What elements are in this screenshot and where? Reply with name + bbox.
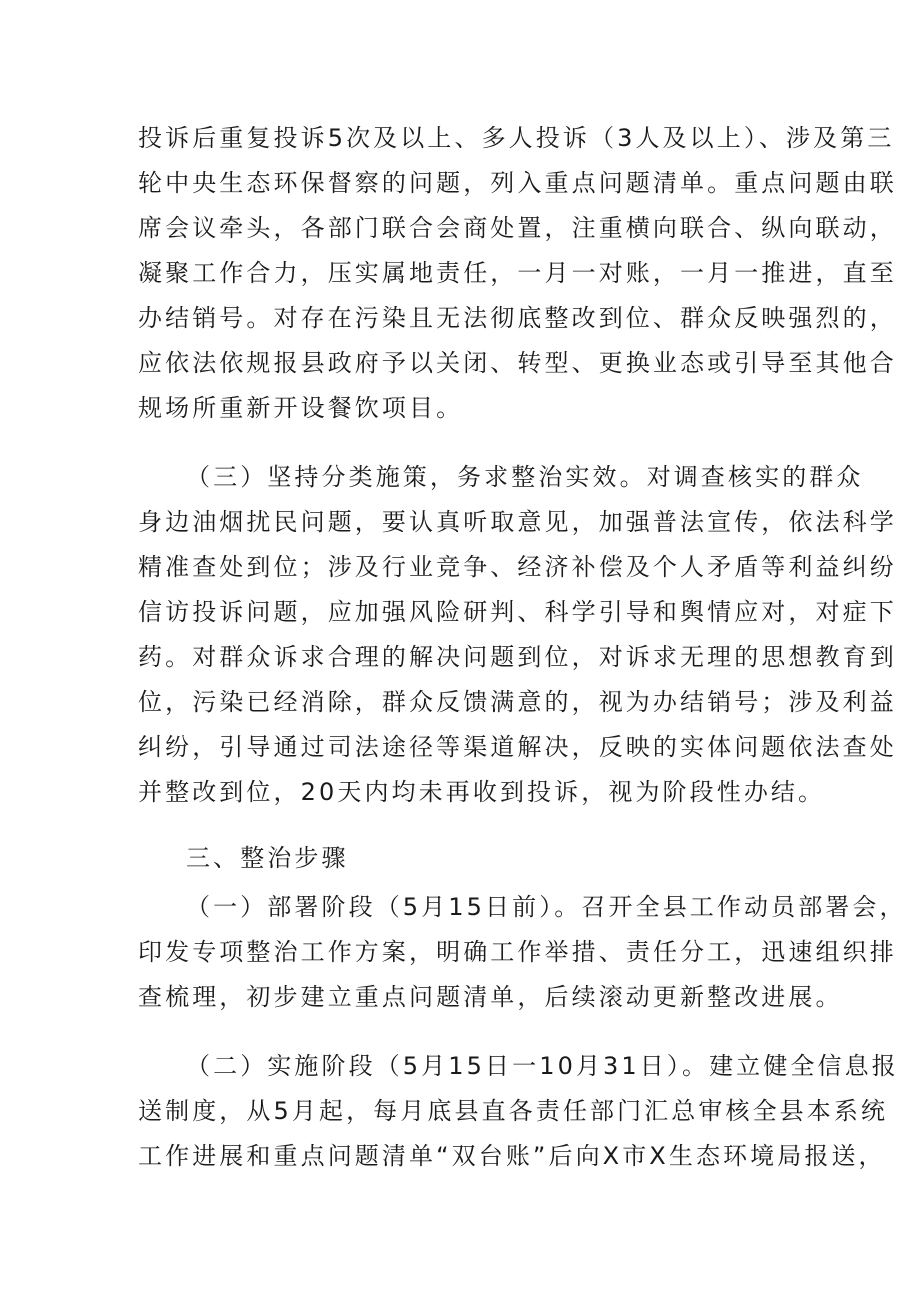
- text-line: 应依法依规报县政府予以关闭、转型、更换业态或引导至其他合: [138, 349, 897, 377]
- text-line: 凝聚工作合力，压实属地责任，一月一对账，一月一推进，直至: [138, 259, 897, 287]
- text-line: 信访投诉问题，应加强风险研判、科学引导和舆情应对，对症下: [138, 598, 897, 626]
- text-line: 办结销号。对存在污染且无法彻底整改到位、群众反映强烈的，: [138, 304, 897, 332]
- text-line: 并整改到位，20天内均未再收到投诉，视为阶段性办结。: [138, 778, 826, 806]
- text-line: 规场所重新开设餐饮项目。: [138, 394, 464, 422]
- text-line: 药。对群众诉求合理的解决问题到位，对诉求无理的思想教育到: [138, 643, 897, 671]
- text-line: 席会议牵头，各部门联合会商处置，注重横向联合、纵向联动，: [138, 214, 897, 242]
- text-line: 身边油烟扰民问题，要认真听取意见，加强普法宣传，依法科学: [138, 508, 897, 536]
- text-line: 轮中央生态环保督察的问题，列入重点问题清单。重点问题由联: [138, 169, 897, 197]
- text-line: 印发专项整治工作方案，明确工作举措、责任分工，迅速组织排: [138, 938, 897, 966]
- text-line: 送制度，从5月起，每月底县直各责任部门汇总审核全县本系统: [138, 1097, 889, 1125]
- text-line: 工作进展和重点问题清单“双台账”后向X市X生态环境局报送，: [138, 1142, 886, 1170]
- text-line: 位，污染已经消除，群众反馈满意的，视为办结销号；涉及利益: [138, 688, 897, 716]
- text-line: 精准查处到位；涉及行业竞争、经济补偿及个人矛盾等利益纠纷: [138, 553, 897, 581]
- text-line: （一）部署阶段（5月15日前）。召开全县工作动员部署会，: [186, 893, 907, 921]
- section-heading: 三、整治步骤: [186, 844, 349, 872]
- text-line: 纠纷，引导通过司法途径等渠道解决，反映的实体问题依法查处: [138, 733, 897, 761]
- text-line: （三）坚持分类施策，务求整治实效。对调查核实的群众: [186, 463, 864, 491]
- text-line: （二）实施阶段（5月15日一10月31日）。建立健全信息报: [186, 1052, 899, 1080]
- text-line: 投诉后重复投诉5次及以上、多人投诉（3人及以上）、涉及第三: [138, 124, 895, 152]
- text-line: 查梳理，初步建立重点问题清单，后续滚动更新整改进展。: [138, 983, 843, 1011]
